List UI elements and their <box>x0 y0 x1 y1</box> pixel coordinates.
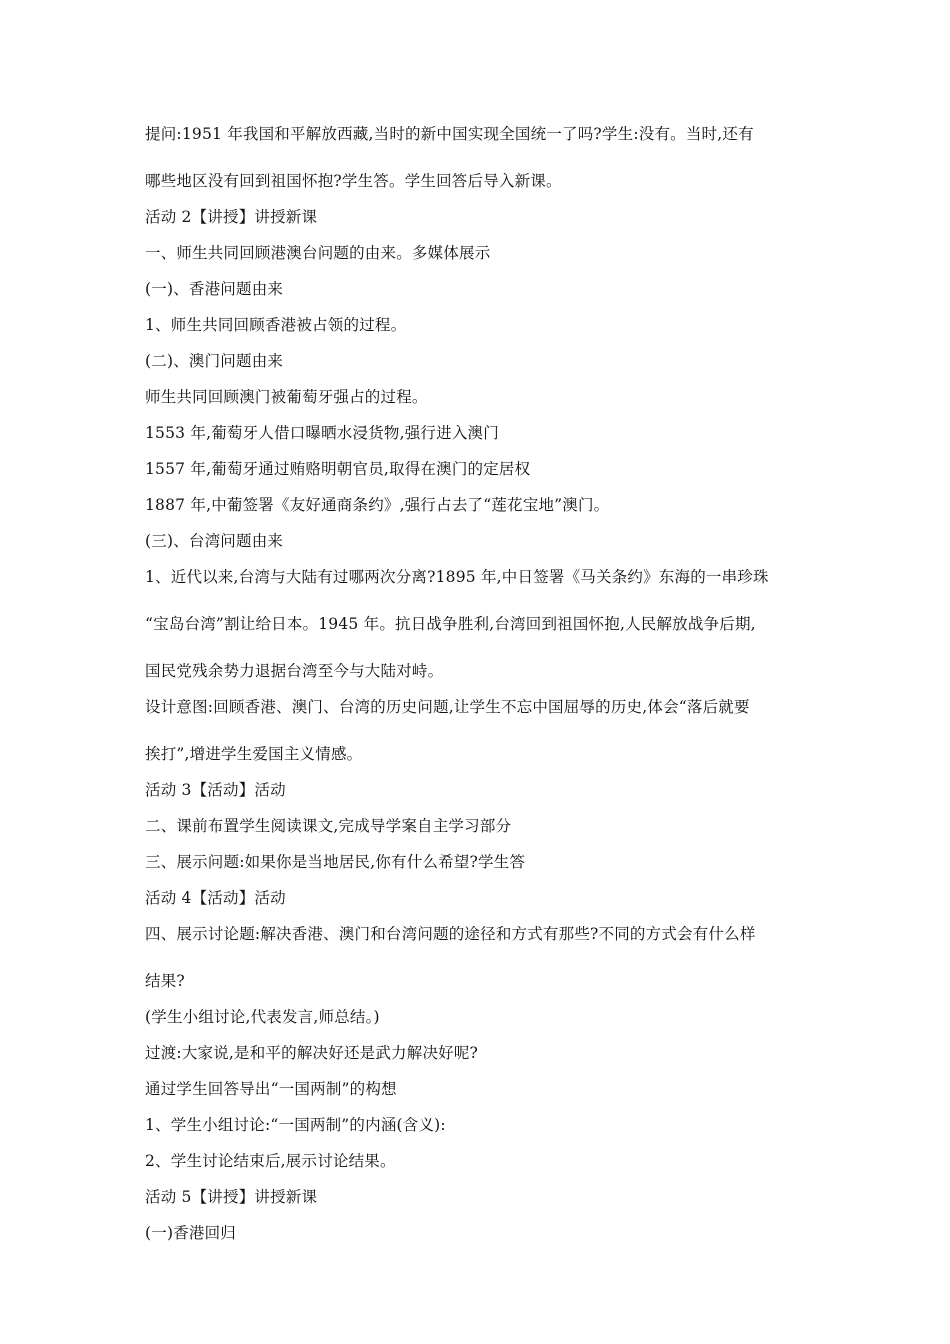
document-body <box>145 123 815 1244</box>
text-line: 1557 年,葡萄牙通过贿赂明朝官员,取得在澳门的定居权 <box>145 460 531 478</box>
section-heading: 活动 4【活动】活动 <box>145 889 286 907</box>
text-line: “宝岛台湾”割让给日本。1945 年。抗日战争胜利,台湾回到祖国怀抱,人民解放战争后期, <box>145 615 756 633</box>
subsection-heading: (二)、澳门问题由来 <box>145 352 284 370</box>
text-line: 四、展示讨论题:解决香港、澳门和台湾问题的途径和方式有那些?不同的方式会有什么样 <box>145 925 756 943</box>
text-line: (学生小组讨论,代表发言,师总结。) <box>145 1008 380 1026</box>
text-line: 三、展示问题:如果你是当地居民,你有什么希望?学生答 <box>145 853 526 871</box>
text-line: 国民党残余势力退据台湾至今与大陆对峙。 <box>145 662 444 680</box>
subsection-heading: (一)、香港问题由来 <box>145 280 284 298</box>
text-line: 结果? <box>145 972 185 990</box>
text-line: 设计意图:回顾香港、澳门、台湾的历史问题,让学生不忘中国屈辱的历史,体会“落后就要 <box>145 698 750 716</box>
section-heading: 活动 2【讲授】讲授新课 <box>145 208 318 226</box>
text-line: 一、师生共同回顾港澳台问题的由来。多媒体展示 <box>145 244 491 262</box>
text-line: 师生共同回顾澳门被葡萄牙强占的过程。 <box>145 388 428 406</box>
text-line: 2、学生讨论结束后,展示讨论结果。 <box>145 1152 396 1170</box>
text-line: 提问:1951 年我国和平解放西藏,当时的新中国实现全国统一了吗?学生:没有。当时,还有 <box>145 125 754 143</box>
text-line: 1、学生小组讨论:“一国两制”的内涵(含义): <box>145 1116 446 1134</box>
text-line: 过渡:大家说,是和平的解决好还是武力解决好呢? <box>145 1044 479 1062</box>
section-heading: 活动 3【活动】活动 <box>145 781 286 799</box>
text-line: 挨打”,增进学生爱国主义情感。 <box>145 745 363 763</box>
text-line: 1、近代以来,台湾与大陆有过哪两次分离?1895 年,中日签署《马关条约》东海的一串珍珠 <box>145 568 769 586</box>
text-line: 1887 年,中葡签署《友好通商条约》,强行占去了“莲花宝地”澳门。 <box>145 496 610 514</box>
subsection-heading: (一)香港回归 <box>145 1224 236 1242</box>
text-line: 1553 年,葡萄牙人借口曝晒水浸货物,强行进入澳门 <box>145 424 499 442</box>
text-line: 二、课前布置学生阅读课文,完成导学案自主学习部分 <box>145 817 512 835</box>
subsection-heading: (三)、台湾问题由来 <box>145 532 284 550</box>
text-line: 哪些地区没有回到祖国怀抱?学生答。学生回答后导入新课。 <box>145 172 562 190</box>
text-line: 1、师生共同回顾香港被占领的过程。 <box>145 316 407 334</box>
section-heading: 活动 5【讲授】讲授新课 <box>145 1188 318 1206</box>
text-line: 通过学生回答导出“一国两制”的构想 <box>145 1080 397 1098</box>
